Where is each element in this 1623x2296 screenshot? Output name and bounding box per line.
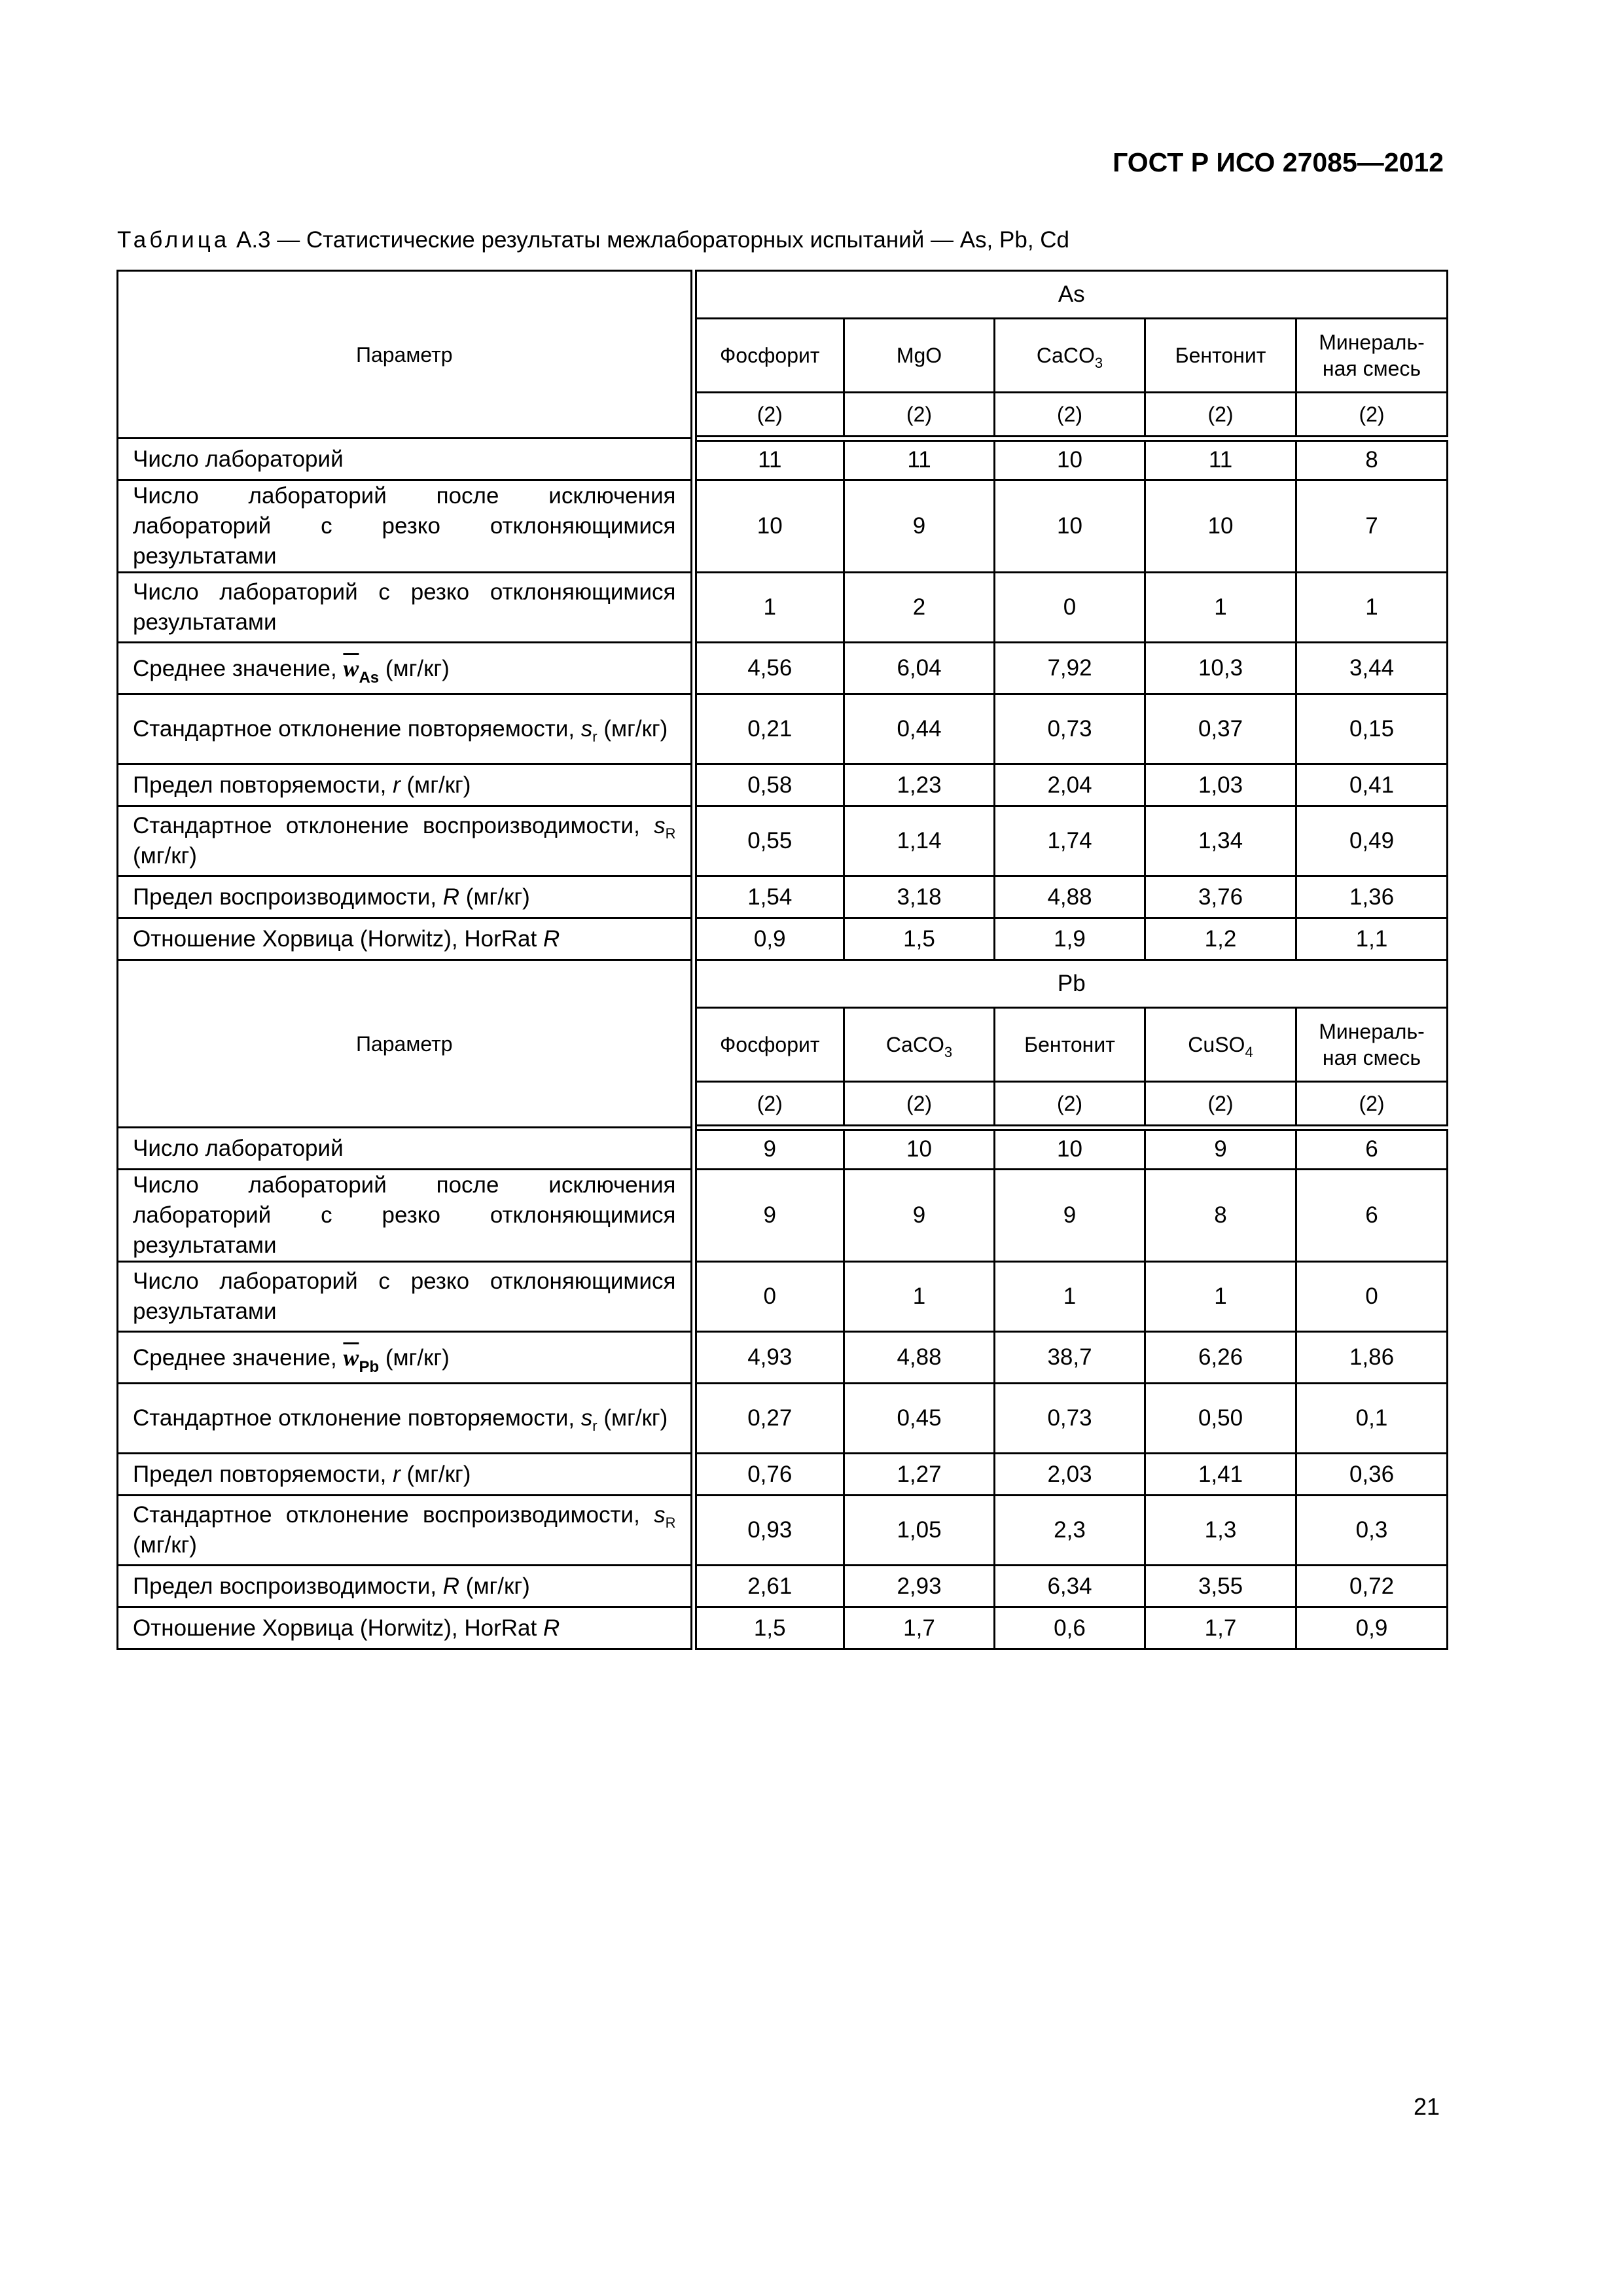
mean-label: Среднее значение, (133, 655, 337, 681)
repeat-sd-subscript: r (592, 1418, 597, 1434)
table-row (118, 1262, 1448, 1332)
material-header (995, 1008, 1145, 1082)
unit-label: (мг/кг) (133, 1532, 197, 1558)
value-cell: 1 (995, 1262, 1145, 1332)
value-cell: 9 (694, 1170, 844, 1262)
horrat-label: Отношение Хорвица (Horwitz), HorRat (133, 1615, 537, 1641)
value-cell: 0,36 (1296, 1454, 1448, 1496)
value-cell: 6 (1296, 1170, 1448, 1262)
value-cell: 2 (844, 573, 995, 643)
row-label-repeat-sd (118, 1384, 694, 1454)
row-label-repro-limit (118, 1566, 694, 1607)
table-row (118, 1170, 1448, 1262)
value-cell: 10 (995, 1128, 1145, 1170)
table-row (118, 764, 1448, 806)
horrat-symbol: R (543, 1615, 560, 1641)
value-cell: 1,27 (844, 1454, 995, 1496)
value-cell: 9 (844, 1170, 995, 1262)
material-name: Бентонит (1024, 1033, 1115, 1056)
table-row (118, 1384, 1448, 1454)
row-label-repro-limit (118, 876, 694, 918)
material-name: Минераль- ная смесь (1319, 1020, 1425, 1069)
table-caption (117, 227, 1069, 253)
repro-limit-label: Предел воспроизводимости, (133, 1573, 437, 1599)
table-row (118, 1128, 1448, 1170)
repro-sd-label: Стандартное отклонение воспроизводимости, (133, 1502, 640, 1528)
repro-limit-symbol: R (442, 1573, 460, 1599)
table-row (118, 876, 1448, 918)
value-cell: 0,21 (694, 694, 844, 764)
row-label-mean (118, 1332, 694, 1384)
row-label-repro-sd (118, 806, 694, 876)
table-row (118, 918, 1448, 960)
value-cell: 1,14 (844, 806, 995, 876)
value-cell: 1,23 (844, 764, 995, 806)
value-cell: 1,34 (1145, 806, 1296, 876)
unit-label: (мг/кг) (603, 1405, 668, 1431)
unit-label: (мг/кг) (465, 1573, 530, 1599)
material-name: MgO (896, 344, 942, 367)
row-label-repro-sd (118, 1496, 694, 1566)
group-number: (2) (844, 1082, 995, 1128)
repeat-sd-symbol: s (580, 1405, 593, 1431)
value-cell: 1,2 (1145, 918, 1296, 960)
value-cell: 1,7 (1145, 1607, 1296, 1649)
value-cell: 0 (995, 573, 1145, 643)
material-subscript: 4 (1245, 1044, 1253, 1060)
value-cell: 0,15 (1296, 694, 1448, 764)
material-name: Бентонит (1175, 344, 1266, 367)
value-cell: 9 (1145, 1128, 1296, 1170)
material-header (694, 1008, 844, 1082)
repro-sd-symbol: s (654, 1502, 666, 1528)
value-cell: 0,73 (995, 694, 1145, 764)
value-cell: 0,6 (995, 1607, 1145, 1649)
value-cell: 1,36 (1296, 876, 1448, 918)
table-caption-label: Таблица (117, 227, 230, 253)
page-number: 21 (1413, 2093, 1440, 2120)
material-name: Фосфорит (719, 344, 820, 367)
value-cell: 0,37 (1145, 694, 1296, 764)
group-number: (2) (1296, 1082, 1448, 1128)
value-cell: 2,03 (995, 1454, 1145, 1496)
value-cell: 1,7 (844, 1607, 995, 1649)
table-row (118, 439, 1448, 480)
repro-limit-label: Предел воспроизводимости, (133, 884, 437, 910)
value-cell: 1 (844, 1262, 995, 1332)
value-cell: 0,50 (1145, 1384, 1296, 1454)
material-header (1296, 319, 1448, 393)
material-header (1296, 1008, 1448, 1082)
horrat-symbol: R (543, 925, 560, 952)
value-cell: 1,05 (844, 1496, 995, 1566)
value-cell: 6,26 (1145, 1332, 1296, 1384)
material-name: Минераль- ная смесь (1319, 331, 1425, 380)
mean-symbol: $\overline{w}$ (343, 1344, 359, 1371)
row-label-repeat-limit (118, 1454, 694, 1496)
table-row (118, 1454, 1448, 1496)
value-cell: 2,93 (844, 1566, 995, 1607)
unit-label: (мг/кг) (385, 1344, 450, 1371)
repeat-sd-label: Стандартное отклонение повторяемости, (133, 716, 575, 742)
value-cell: 1,5 (694, 1607, 844, 1649)
repeat-sd-label: Стандартное отклонение повторяемости, (133, 1405, 575, 1431)
value-cell: 0,76 (694, 1454, 844, 1496)
unit-label: (мг/кг) (133, 843, 197, 869)
table-row (118, 694, 1448, 764)
row-label-labs-after: Число лабораторий после исключения лабораторий с резко отклоняющимися результатами (118, 1170, 694, 1262)
row-label-horrat (118, 918, 694, 960)
value-cell: 0 (1296, 1262, 1448, 1332)
repeat-limit-symbol: r (393, 772, 401, 798)
group-number: (2) (1296, 393, 1448, 439)
value-cell: 4,56 (694, 643, 844, 694)
value-cell: 10 (694, 480, 844, 573)
value-cell: 2,04 (995, 764, 1145, 806)
repeat-limit-symbol: r (393, 1461, 401, 1487)
value-cell: 11 (844, 439, 995, 480)
value-cell: 0,49 (1296, 806, 1448, 876)
table-row (118, 643, 1448, 694)
document-id: ГОСТ Р ИСО 27085—2012 (1113, 147, 1444, 177)
repro-limit-symbol: R (442, 884, 460, 910)
group-number: (2) (995, 393, 1145, 439)
value-cell: 11 (1145, 439, 1296, 480)
horrat-label: Отношение Хорвица (Horwitz), HorRat (133, 925, 537, 952)
value-cell: 2,61 (694, 1566, 844, 1607)
value-cell: 3,44 (1296, 643, 1448, 694)
value-cell: 1,54 (694, 876, 844, 918)
element-header-row (118, 271, 1448, 319)
value-cell: 0 (694, 1262, 844, 1332)
row-label-horrat (118, 1607, 694, 1649)
unit-label: (мг/кг) (406, 772, 471, 798)
repeat-sd-symbol: s (580, 716, 593, 742)
value-cell: 1,74 (995, 806, 1145, 876)
material-header (1145, 319, 1296, 393)
table-row (118, 1566, 1448, 1607)
value-cell: 10 (1145, 480, 1296, 573)
value-cell: 1,5 (844, 918, 995, 960)
value-cell: 0,45 (844, 1384, 995, 1454)
value-cell: 0,9 (1296, 1607, 1448, 1649)
value-cell: 1 (1145, 1262, 1296, 1332)
value-cell: 0,72 (1296, 1566, 1448, 1607)
unit-label: (мг/кг) (465, 884, 530, 910)
material-name: CuSO (1188, 1033, 1245, 1056)
value-cell: 4,88 (844, 1332, 995, 1384)
value-cell: 0,3 (1296, 1496, 1448, 1566)
material-name: CaCO (885, 1033, 944, 1056)
material-header (844, 1008, 995, 1082)
group-number: (2) (694, 1082, 844, 1128)
unit-label: (мг/кг) (385, 655, 450, 681)
table-row (118, 573, 1448, 643)
material-name: Фосфорит (719, 1033, 820, 1056)
mean-symbol-subscript: As (359, 668, 380, 687)
material-header (844, 319, 995, 393)
material-name: CaCO (1036, 344, 1095, 367)
repro-sd-subscript: R (665, 1515, 676, 1531)
value-cell: 9 (995, 1170, 1145, 1262)
statistics-table (116, 270, 1448, 1650)
row-label-labs: Число лабораторий (118, 1128, 694, 1170)
row-label-repeat-sd (118, 694, 694, 764)
value-cell: 0,27 (694, 1384, 844, 1454)
value-cell: 6,04 (844, 643, 995, 694)
repro-sd-symbol: s (654, 813, 666, 838)
value-cell: 7 (1296, 480, 1448, 573)
table-row (118, 1332, 1448, 1384)
repeat-limit-label: Предел повторяемости, (133, 1461, 387, 1487)
group-number: (2) (1145, 393, 1296, 439)
value-cell: 6,34 (995, 1566, 1145, 1607)
row-label-labs-outliers: Число лабораторий с резко отклоняющимися результатами (118, 1262, 694, 1332)
material-subscript: 3 (944, 1044, 953, 1060)
value-cell: 3,18 (844, 876, 995, 918)
value-cell: 9 (694, 1128, 844, 1170)
group-number: (2) (995, 1082, 1145, 1128)
element-header: As (694, 271, 1448, 319)
element-header: Pb (694, 960, 1448, 1008)
value-cell: 4,93 (694, 1332, 844, 1384)
parameter-header: Параметр (118, 960, 694, 1128)
unit-label: (мг/кг) (603, 716, 668, 742)
as-section (118, 271, 1448, 960)
table-row (118, 480, 1448, 573)
value-cell: 0,93 (694, 1496, 844, 1566)
row-label-labs-outliers: Число лабораторий с резко отклоняющимися результатами (118, 573, 694, 643)
unit-label: (мг/кг) (406, 1461, 471, 1487)
value-cell: 10 (844, 1128, 995, 1170)
repro-sd-subscript: R (665, 825, 676, 842)
material-subscript: 3 (1094, 355, 1103, 371)
value-cell: 0,1 (1296, 1384, 1448, 1454)
value-cell: 11 (694, 439, 844, 480)
value-cell: 1,86 (1296, 1332, 1448, 1384)
value-cell: 2,3 (995, 1496, 1145, 1566)
value-cell: 8 (1296, 439, 1448, 480)
value-cell: 1,03 (1145, 764, 1296, 806)
value-cell: 9 (844, 480, 995, 573)
value-cell: 1 (1145, 573, 1296, 643)
value-cell: 7,92 (995, 643, 1145, 694)
value-cell: 1,41 (1145, 1454, 1296, 1496)
value-cell: 1 (1296, 573, 1448, 643)
material-header (995, 319, 1145, 393)
mean-symbol: $\overline{w}$ (343, 655, 359, 681)
value-cell: 3,55 (1145, 1566, 1296, 1607)
row-label-labs-after: Число лабораторий после исключения лабораторий с резко отклоняющимися результатами (118, 480, 694, 573)
table-row (118, 806, 1448, 876)
repeat-sd-subscript: r (592, 728, 597, 745)
value-cell: 6 (1296, 1128, 1448, 1170)
value-cell: 8 (1145, 1170, 1296, 1262)
value-cell: 1 (694, 573, 844, 643)
mean-symbol-subscript: Pb (359, 1357, 380, 1376)
table-row (118, 1496, 1448, 1566)
table-row (118, 1607, 1448, 1649)
value-cell: 1,3 (1145, 1496, 1296, 1566)
table-caption-title: А.3 — Статистические результаты межлабораторных испытаний — As, Pb, Cd (236, 227, 1070, 253)
value-cell: 1,9 (995, 918, 1145, 960)
material-header (1145, 1008, 1296, 1082)
value-cell: 4,88 (995, 876, 1145, 918)
parameter-header: Параметр (118, 271, 694, 439)
repro-sd-label: Стандартное отклонение воспроизводимости, (133, 813, 640, 838)
row-label-repeat-limit (118, 764, 694, 806)
value-cell: 38,7 (995, 1332, 1145, 1384)
value-cell: 0,55 (694, 806, 844, 876)
group-number: (2) (1145, 1082, 1296, 1128)
value-cell: 0,41 (1296, 764, 1448, 806)
element-header-row (118, 960, 1448, 1008)
row-label-mean (118, 643, 694, 694)
value-cell: 0,9 (694, 918, 844, 960)
value-cell: 3,76 (1145, 876, 1296, 918)
group-number: (2) (694, 393, 844, 439)
value-cell: 0,58 (694, 764, 844, 806)
group-number: (2) (844, 393, 995, 439)
repeat-limit-label: Предел повторяемости, (133, 772, 387, 798)
value-cell: 0,44 (844, 694, 995, 764)
mean-label: Среднее значение, (133, 1344, 337, 1371)
value-cell: 10 (995, 480, 1145, 573)
row-label-labs: Число лабораторий (118, 439, 694, 480)
pb-section (118, 960, 1448, 1649)
material-header (694, 319, 844, 393)
value-cell: 1,1 (1296, 918, 1448, 960)
value-cell: 10,3 (1145, 643, 1296, 694)
value-cell: 10 (995, 439, 1145, 480)
value-cell: 0,73 (995, 1384, 1145, 1454)
